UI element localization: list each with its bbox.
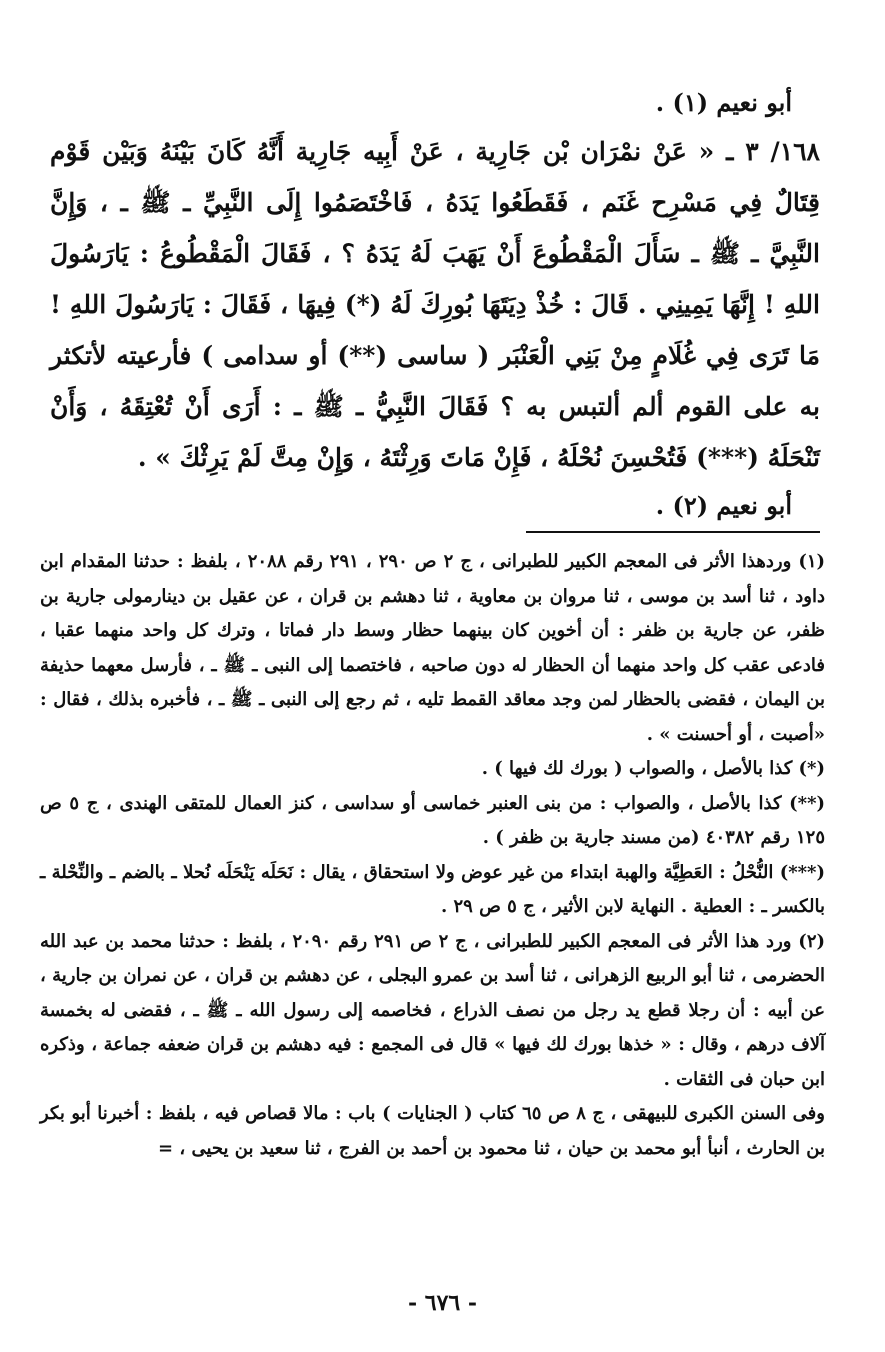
footnote-star-3: (***) النُّحْلُ : العَطِيَّة والهبة ابتداء من غير عوض ولا استحقاق ، يقال : نَحَلَه يَنْحَلَه نُحلا ـ بالضم ـ والنِّحْلة ـ بالكسر ـ : العطية . النهاية لابن الأثير ، ج ٥ ص ٢٩ . — [40, 861, 825, 917]
main-text — [50, 80, 820, 529]
footnote-1: (١) وردهذا الأثر فى المعجم الكبير للطبرانى ، ج ٢ ص ٢٩٠ ، ٢٩١ رقم ٢٠٨٨ ، بلفظ : حدثنا المقدام ابن داود ، ثنا أسد بن موسى ، ثنا مروان بن معاوية ، ثنا دهشم بن قران ، عن عقيل بن دينارمولى جارية بن ظفر، عن جارية بن ظفر : أن أخوين كان بينهما حظار وسط دار فماتا ، وترك كل واحد منهما عقبا ، فادعى عقب كل واحد منهما أن الحظار له دون صاحبه ، فاختصما إلى النبى ـ ﷺ ـ ، فأرسل معهما حذيفة بن اليمان ، فقضى بالحظار لمن وجد معاقد القمط تليه ، ثم رجع إلى النبى ـ ﷺ ـ ، فأخبره بذلك ، فقال : «أصبت ، أو أحسنت » . — [40, 551, 826, 745]
footnote-star-2: (**) كذا بالأصل ، والصواب : من بنى العنبر خماسى أو سداسى ، كنز العمال للمتقى الهندى ، ج ٥ ص ١٢٥ رقم ٤٠٣٨٢ (من مسند جارية بن ظفر ) . — [40, 792, 826, 848]
footnote-2: (٢) ورد هذا الأثر فى المعجم الكبير للطبرانى ، ج ٢ ص ٢٩١ رقم ٢٠٩٠ ، بلفظ : حدثنا محمد بن عبد الله الحضرمى ، ثنا أبو الربيع الزهرانى ، ثنا أسد بن عمرو البجلى ، عن دهشم بن قران ، عن نمران بن جارية ، عن أبيه : أن رجلا قطع يد رجل من نصف الذراع ، فخاصمه إلى رسول الله ـ ﷺ ـ ، فقضى له بخمسة آلاف درهم ، وقال : « خذها بورك لك فيها » قال فى المجمع : فيه دهشم بن قران ضعفه جماعة ، وذكره ابن حبان فى الثقات . — [40, 930, 826, 1090]
page-number: - ٦٧٦ - — [407, 1290, 478, 1316]
footnotes — [40, 545, 825, 1166]
hadith-text: « عَنْ نمْرَان بْن جَارِية ، عَنْ أَبِيه جَارِية أَنَّهُ كَانَ بَيْنَهُ وَبَيْن قَوْم قِتَالٌ فِي مَسْرِح غَنَم ، فَقَطَعُوا يَدَهُ ، فَاخْتَصَمُوا إِلَى النَّبِيِّ ـ ﷺ ـ ، وَإِنَّ النَّبِيَّ ـ ﷺ ـ سَأَلَ الْمَقْطُوعَ أَنْ يَهَبَ لَهُ يَدَهُ ؟ ، فَقَالَ الْمَقْطُوعُ : يَارَسُولَ اللهِ ! إِنَّهَا يَمِينِي . قَالَ : خُذْ دِيَتَهَا بُورِكَ لَهُ (*) فِيهَا ، فَقَالَ : يَارَسُولَ اللهِ ! مَا تَرَى فِي غُلَامٍ مِنْ بَنِي الْعَنْبَر ( ساسى (**) أو سدامى ) فأرعيته لأتكثر به على القوم ألم ألتبس به ؟ فَقَالَ النَّبِيُّ ـ ﷺ ـ : أَرَى أَنْ تُعْتِقَهُ ، وَأَنْ تَنْحَلَهُ (***) فَتُحْسِنَ نُحْلَهُ ، فَإِنْ مَاتَ وَرِثْتَهُ ، وَإِنْ مِتَّ لَمْ يَرِثْكَ » . — [50, 137, 820, 472]
source-citation-2: أبو نعيم (٢) . — [655, 491, 792, 520]
source-citation-1: أبو نعيم (١) . — [655, 88, 792, 117]
footnote-2-continued: وفى السنن الكبرى للبيهقى ، ج ٨ ص ٦٥ كتاب ( الجنايات ) باب : مالا قصاص فيه ، بلفظ : أخبرنا أبو بكر بن الحارث ، أنبأ أبو محمد بن حيان ، ثنا محمود بن أحمد بن الفرج ، ثنا سعيد بن يحيى ، = — [40, 1103, 825, 1159]
footnote-star-1: (*) كذا بالأصل ، والصواب ( بورك لك فيها ) . — [481, 758, 825, 779]
footnote-separator — [526, 531, 820, 533]
hadith-number: ١٦٨/ ٣ ـ — [726, 137, 820, 166]
hadith-paragraph — [50, 126, 820, 483]
